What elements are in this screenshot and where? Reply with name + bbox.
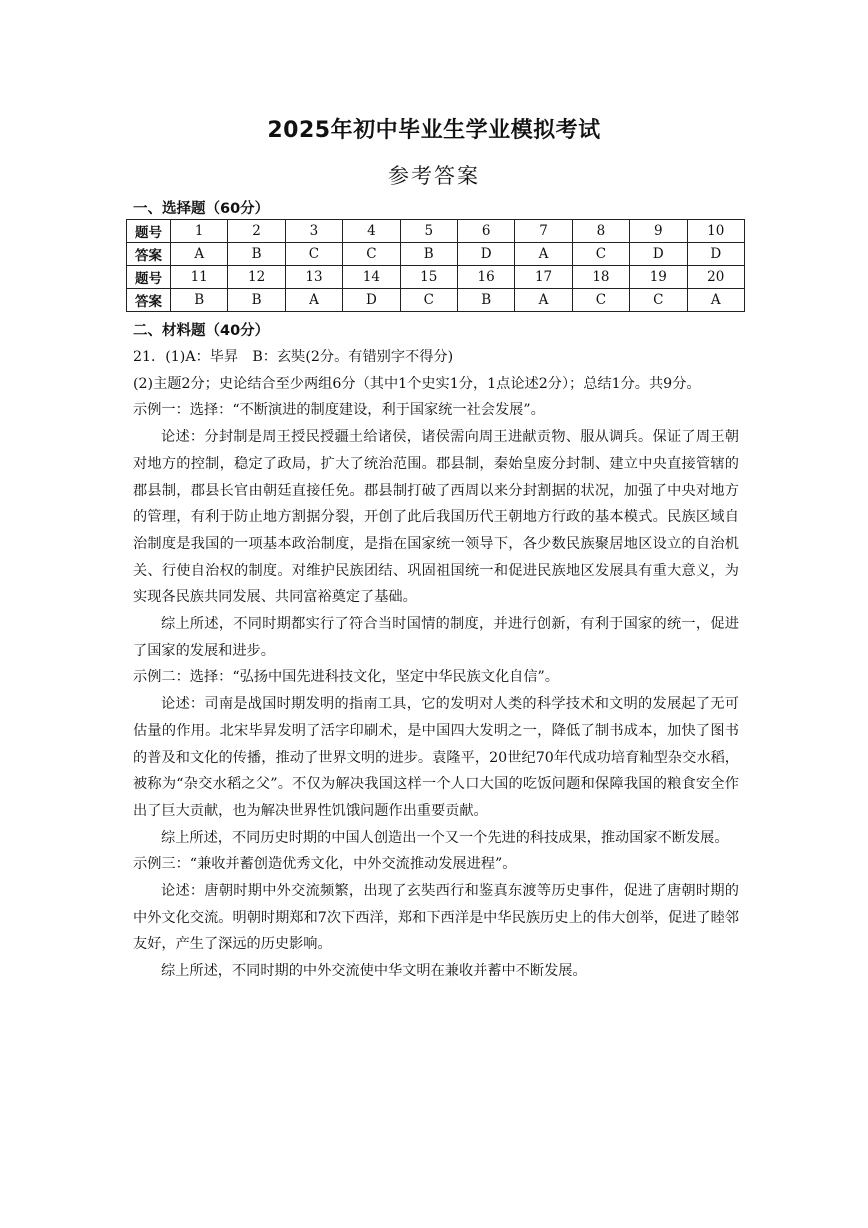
question-number: 10 <box>687 220 744 243</box>
answer-body <box>133 344 739 985</box>
answer-cell: A <box>171 243 228 266</box>
answer-cell: D <box>343 289 400 312</box>
example-one-conclusion: 综上所述，不同时期都实行了符合当时国情的制度，并进行创新，有利于国家的统一，促进了国家的发展和进步。 <box>133 616 739 659</box>
answer-cell: A <box>515 289 572 312</box>
question-number: 11 <box>171 266 228 289</box>
answer-cell: B <box>400 243 457 266</box>
question-number: 15 <box>400 266 457 289</box>
question-number: 9 <box>630 220 687 243</box>
question-number: 20 <box>687 266 744 289</box>
section-material-heading: 二、材料题（40分） <box>133 323 270 339</box>
row-label: 答案 <box>127 243 171 266</box>
answer-cell: D <box>457 243 514 266</box>
answer-cell: D <box>687 243 744 266</box>
question-number: 18 <box>572 266 629 289</box>
answer-cell: C <box>343 243 400 266</box>
question-number: 1 <box>171 220 228 243</box>
question-number: 16 <box>457 266 514 289</box>
answer-cell: B <box>171 289 228 312</box>
question-number: 5 <box>400 220 457 243</box>
example-two-argument: 论述：司南是战国时期发明的指南工具，它的发明对人类的科学技术和文明的发展起了无可估量的作用。北宋毕昇发明了活字印刷术，是中国四大发明之一，降低了制书成本，加快了图书的普及和文化的传播，推动了世界文明的进步。袁隆平，20世纪70年代成功培育籼型杂交水稻，被称为“杂交水稻之父”。不仅为解决我国这样一个人口大国的吃饭问题和保障我国的粮食安全作出了巨大贡献，也为解决世界性饥饿问题作出重要贡献。 <box>133 696 739 819</box>
question-number: 4 <box>343 220 400 243</box>
answer-cell: C <box>630 289 687 312</box>
q21-part2-scoring: (2)主题2分；史论结合至少两组6分（其中1个史实1分，1点论述2分）；总结1分。共9分。 <box>133 375 701 392</box>
example-three-conclusion: 综上所述，不同时期的中外交流使中华文明在兼收并蓄中不断发展。 <box>161 963 587 980</box>
question-number: 12 <box>228 266 285 289</box>
row-label: 题号 <box>127 220 171 243</box>
answer-table <box>126 219 745 312</box>
answer-cell: C <box>572 243 629 266</box>
answer-cell: C <box>400 289 457 312</box>
section-multiple-choice-heading: 一、选择题（60分） <box>133 201 270 217</box>
answer-cell: D <box>630 243 687 266</box>
document-subtitle: 参考答案 <box>388 164 480 188</box>
example-two-heading: 示例二：选择：“弘扬中国先进科技文化，坚定中华民族文化自信”。 <box>133 669 559 686</box>
question-number: 19 <box>630 266 687 289</box>
question-number: 3 <box>285 220 342 243</box>
answer-cell: B <box>228 289 285 312</box>
table-row <box>127 289 745 312</box>
example-one-heading: 示例一：选择：“不断演进的制度建设，利于国家统一社会发展”。 <box>133 402 545 419</box>
answer-cell: A <box>515 243 572 266</box>
example-three-argument: 论述：唐朝时期中外交流频繁，出现了玄奘西行和鉴真东渡等历史事件，促进了唐朝时期的中外文化交流。明朝时期郑和7次下西洋，郑和下西洋是中华民族历史上的伟大创举，促进了睦邻友好，产生了深远的历史影响。 <box>133 883 739 953</box>
question-number: 2 <box>228 220 285 243</box>
answer-cell: B <box>228 243 285 266</box>
answer-cell: C <box>572 289 629 312</box>
answer-cell: C <box>285 243 342 266</box>
q21-part1-answer: 21．(1)A：毕昇 B：玄奘(2分。有错别字不得分) <box>133 349 454 365</box>
table-row <box>127 220 745 243</box>
table-row <box>127 243 745 266</box>
answer-cell: B <box>457 289 514 312</box>
question-number: 6 <box>457 220 514 243</box>
question-number: 7 <box>515 220 572 243</box>
question-number: 8 <box>572 220 629 243</box>
row-label: 题号 <box>127 266 171 289</box>
question-number: 14 <box>343 266 400 289</box>
row-label: 答案 <box>127 289 171 312</box>
example-three-heading: 示例三：“兼收并蓄创造优秀文化，中外交流推动发展进程”。 <box>133 856 517 873</box>
question-number: 17 <box>515 266 572 289</box>
example-two-conclusion: 综上所述，不同历史时期的中国人创造出一个又一个先进的科技成果，推动国家不断发展。 <box>161 829 729 846</box>
question-number: 13 <box>285 266 342 289</box>
example-one-argument: 论述：分封制是周王授民授疆土给诸侯，诸侯需向周王进献贡物、服从调兵。保证了周王朝对地方的控制，稳定了政局，扩大了统治范围。郡县制，秦始皇废分封制、建立中央直接管辖的郡县制，郡县长官由朝廷直接任免。郡县制打破了西周以来分封割据的状况，加强了中央对地方的管理，有利于防止地方割据分裂，开创了此后我国历代王朝地方行政的基本模式。民族区域自治制度是我国的一项基本政治制度，是指在国家统一领导下，各少数民族聚居地区设立的自治机关、行使自治权的制度。对维护民族团结、巩固祖国统一和促进民族地区发展具有重大意义，为实现各民族共同发展、共同富裕奠定了基础。 <box>133 429 739 606</box>
document-title: 2025年初中毕业生学业模拟考试 <box>267 118 601 143</box>
answer-cell: A <box>687 289 744 312</box>
table-row <box>127 266 745 289</box>
answer-cell: A <box>285 289 342 312</box>
